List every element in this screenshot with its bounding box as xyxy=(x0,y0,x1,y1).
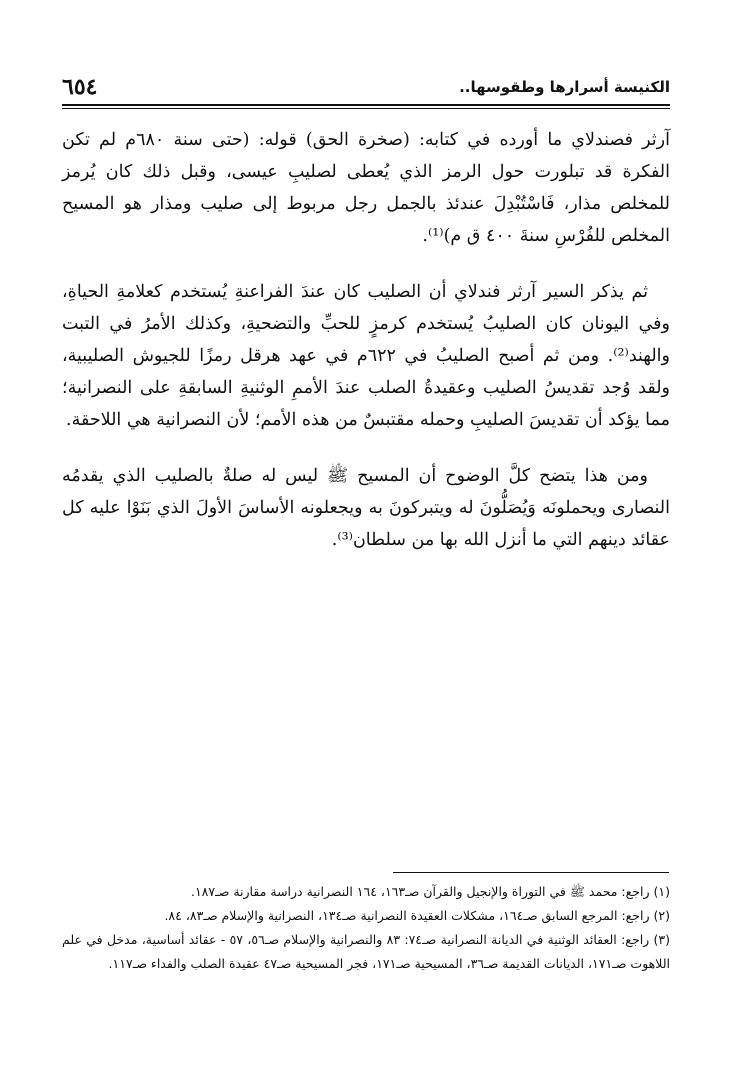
page-number: ٦٥٤ xyxy=(62,74,98,100)
header-rule xyxy=(62,104,670,106)
footnote-3: (٣) راجع: العقائد الوثنية في الديانة النصرانية صـ٧٤: ٨٣ والنصرانية والإسلام صـ٥٦، ٥٧ - عقائد أساسية، مدخل في علم اللاهوت صـ١٧١، الديانات القديمة صـ٣٦، المسيحية صـ١٧١، فجر المسيحية صـ٤٧ عقيدة الصلب والفداء صـ١١٧. xyxy=(62,932,671,971)
page-header xyxy=(62,74,670,104)
footnote-1: (١) راجع: محمد ﷺ في التوراة والإنجيل والقرآن صـ١٦٣، ١٦٤ النصرانية دراسة مقارنة صـ١٨٧. xyxy=(190,884,670,899)
paragraph-2: ثم يذكر السير آرثر فندلاي أن الصليب كان عندَ الفراعنةِ يُستخدم كعلامةِ الحياةِ، وفي اليونان كان الصليبُ يُستخدم كرمزٍ للحبِّ والتضحيةِ، وكذلك الأمرُ في التبت والهند⁽²⁾. ومن ثم أصبح الصليبُ في ٦٢٢م في عهد هرقل رمزًا للجيوش الصليبية، ولقد وُجد تقديسُ الصليب وعقيدةُ الصلب عندَ الأممِ الوثنيةِ السابقةِ على النصرانية؛ مما يؤكد أن تقديسَ الصليبِ وحمله مقتبسٌ من هذه الأمم؛ لأن النصرانية هي اللاحقة. xyxy=(62,282,670,430)
running-title: الكنيسة أسرارها وطقوسها.. xyxy=(459,78,670,96)
paragraph-3: ومن هذا يتضح كلَّ الوضوح أن المسيح ﷺ ليس له صلةٌ بالصليب الذي يقدمُه النصارى ويحملونَه وَيُصَلُّونَ له ويتبركونَ به ويجعلونه الأساسَ الأولَ الذي بَنَوْا عليه كل عقائد دينهم التي ما أنزل الله بها من سلطان⁽³⁾. xyxy=(62,466,670,550)
footnotes xyxy=(62,880,670,976)
body-text xyxy=(62,124,670,580)
footnote-2: (٢) راجع: المرجع السابق صـ١٦٤، مشكلات العقيدة النصرانية صـ١٣٤، النصرانية والإسلام صـ٨٣، ٨٤. xyxy=(164,908,670,923)
footnote-separator xyxy=(393,872,669,873)
paragraph-1: آرثر فصندلاي ما أورده في كتابه: (صخرة الحق) قوله: (حتى سنة ٦٨٠م لم تكن الفكرة قد تبلورت حول الرمز الذي يُعطى لصليبِ عيسى، وقبل ذلك كان يُرمز للمخلص مذار، فَاسْتُبْدِلَ عندئذ بالجمل رجل مربوط إلى صليب ومذار هو المسيح المخلص للفُرْسِ سنةَ ٤٠٠ ق م)⁽¹⁾. xyxy=(62,130,670,246)
header-rule-thin xyxy=(62,108,670,109)
